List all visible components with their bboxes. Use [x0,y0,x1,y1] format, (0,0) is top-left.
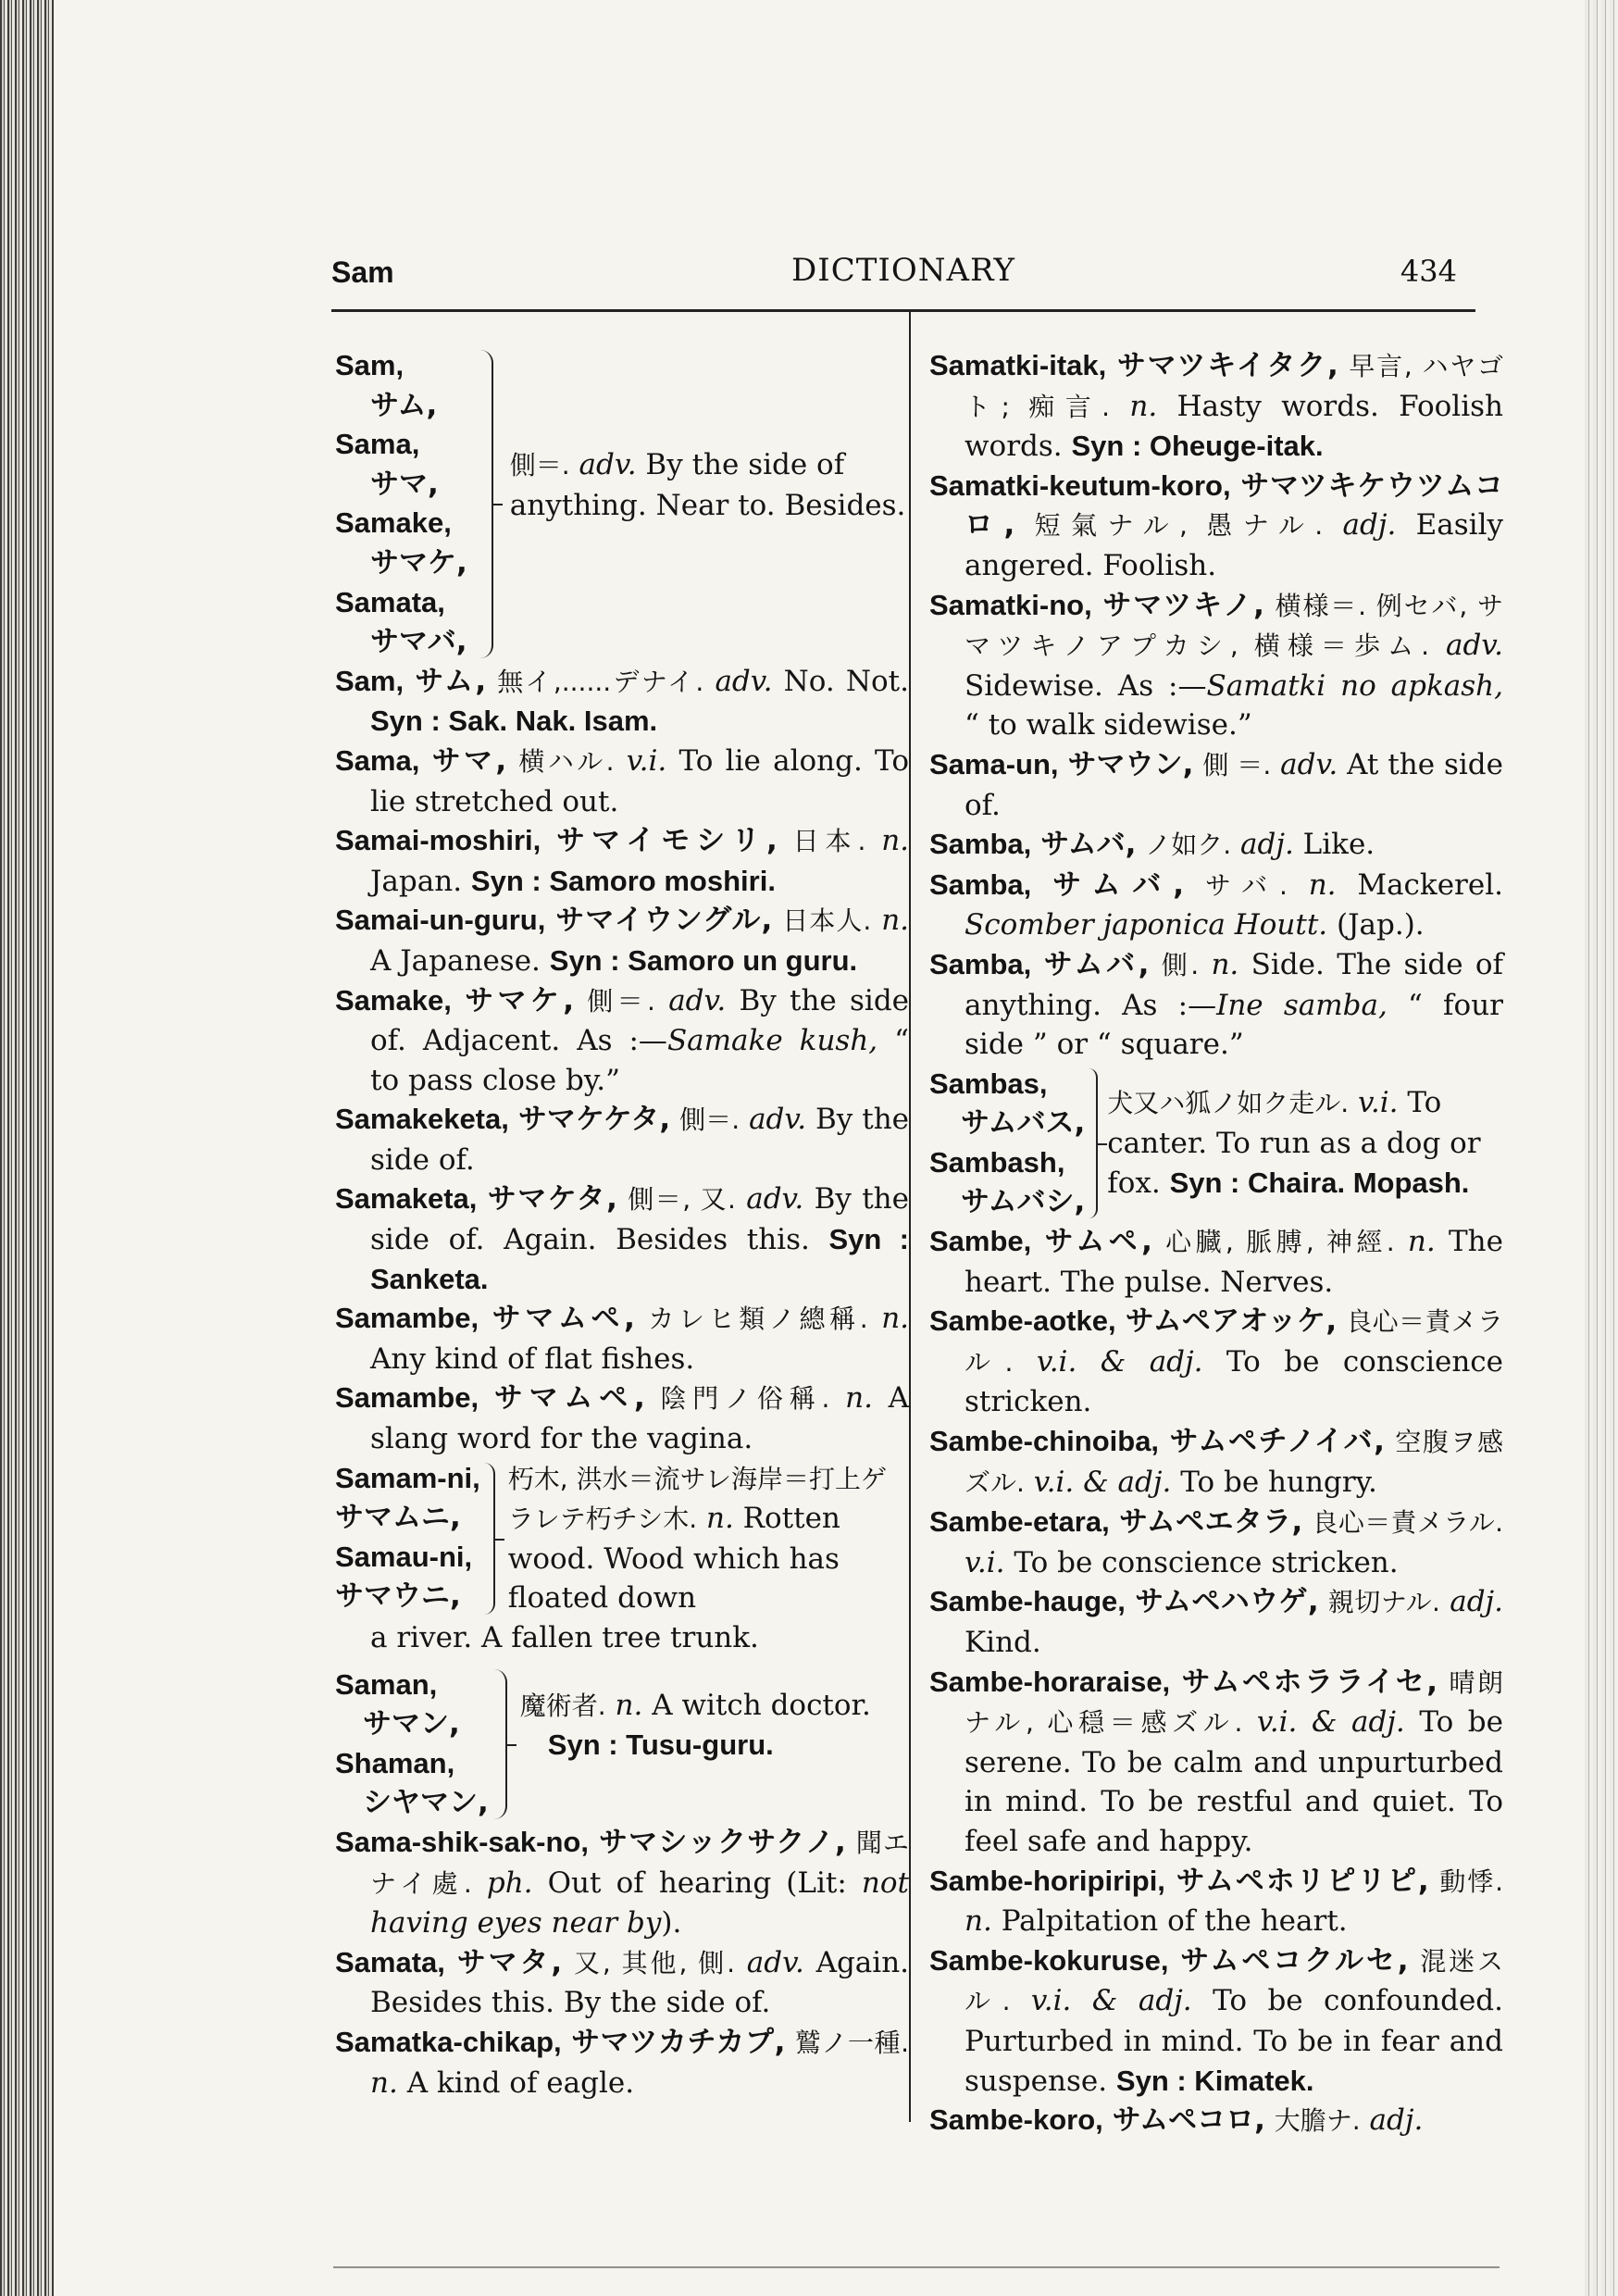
part-of-speech: adj. [1450,1585,1504,1619]
dictionary-entry [335,662,909,742]
headword: Samakeketa, [335,1103,509,1136]
definition-text: A witch doctor. [652,1688,871,1722]
definition-text: Sidewise. As :— [965,668,1207,703]
dictionary-entry [335,821,909,901]
definition-text: The heart. The pulse. Nerves. [965,1225,1503,1299]
kanji-gloss: 陰門ノ俗稱. [660,1383,830,1415]
page-edge [1585,0,1618,2296]
kanji-gloss: 動悸. [1439,1866,1504,1897]
definition-text: Hasty words. Foolish words. [965,389,1503,464]
part-of-speech: v.i. & adj. [1036,1344,1203,1379]
definition-text: By the side of anything. Near to. Besides. [509,448,906,522]
headword-kana: サムペ, [1044,1225,1152,1259]
dictionary-entry [929,825,1503,866]
kanji-gloss: 朽木, 洪水＝流サレ海岸＝打上ゲラレテ朽チシ木. [507,1463,888,1535]
part-of-speech: v.i. & adj. [1256,1705,1405,1740]
part-of-speech: v.i. & adj. [1033,1465,1172,1499]
kanji-gloss: 晴朗ナル, 心穏＝感ズル. [965,1666,1503,1739]
headword-kana: サマケケタ, [517,1103,671,1137]
part-of-speech: n. [1308,867,1337,902]
kanji-gloss: 大膽ナ. [1274,2105,1361,2137]
brace [1089,1068,1098,1218]
definition-text: To be conscience stricken. [965,1344,1504,1419]
definition [1103,1065,1503,1222]
definition-text: To be confounded. Purturbed in mind. To be in fear and suspense. [965,1984,1504,2098]
headword-kana: サマムニ, [335,1501,461,1535]
brace [492,1669,507,1819]
kanji-gloss: サバ. [1204,869,1288,901]
headword: Samake, [335,506,452,540]
headword: Samatka-chikap, [335,2025,562,2058]
part-of-speech: adv. [1445,629,1503,663]
definition-text: To be conscience stricken. [1014,1545,1399,1579]
part-of-speech: adj. [1369,2103,1424,2138]
headword: Samai-un-guru, [335,904,546,937]
header-rule [331,309,1475,312]
example-translation: “ to walk sidewise.” [965,708,1252,742]
headword-kana: サマバ, [370,625,467,659]
left-column [335,346,909,2103]
definition-text: Like. [1302,828,1375,862]
headword-kana: サムペコロ, [1112,2103,1265,2138]
headword-kana: サム, [370,388,438,422]
headword-kana: サマウニ, [335,1579,461,1614]
headword: Sama-shik-sak-no, [335,1825,589,1858]
entry-group [929,1065,1503,1222]
part-of-speech: v.i. [965,1545,1005,1579]
dictionary-entry [335,1100,909,1179]
punctuation: ). [661,1906,682,1940]
dictionary-entry [929,1862,1503,1941]
headword: Samata, [335,1945,445,1978]
page-bottom-rule [333,2266,1500,2268]
dictionary-entry [929,945,1503,1065]
part-of-speech: adv. [715,664,773,698]
dictionary-entry [335,901,909,980]
part-of-speech: adj. [1240,828,1294,862]
header-title: DICTIONARY [791,252,1015,289]
part-of-speech: adv. [668,983,727,1017]
definition-text: To be serene. To be calm and unpurturbed in mind. To be restful and quiet. To feel safe and happy. [965,1705,1503,1858]
definition-text: A slang word for the vagina. [370,1381,909,1456]
example-phrase: Ine samba, [1216,988,1388,1022]
dictionary-entry [929,745,1503,825]
headword: Samai-moshiri, [335,824,541,857]
headword: Sam, [335,664,404,697]
part-of-speech: adv. [1280,747,1338,781]
part-of-speech: n. [881,824,910,858]
dictionary-entry [929,866,1503,945]
part-of-speech: n. [1129,389,1158,423]
synonyms: Syn : Oheuge-itak. [1071,430,1324,463]
entry-group [335,1666,909,1823]
dictionary-entry [929,586,1503,745]
part-of-speech: n. [881,1302,910,1336]
definition-text: No. Not. [783,664,909,698]
kanji-gloss: 側 ＝. [1202,749,1272,780]
headword-kana: シヤマン, [363,1786,489,1820]
kanji-gloss: 側＝. [679,1104,741,1136]
kanji-gloss: 横ハル. [518,745,615,777]
dictionary-entry [929,1663,1503,1862]
headword-kana: サマツキイタク, [1116,349,1338,382]
headword: Sambe-kokuruse, [929,1943,1169,1977]
definition-text: Out of hearing (Lit: [547,1866,847,1900]
kanji-gloss: 心臓, 脈膊, 神經. [1165,1227,1395,1258]
part-of-speech: n. [881,904,910,938]
definition-text: By the side of. Again. Besides this. [370,1182,909,1257]
headword-kana: サマタ, [456,1945,563,1979]
headword: Sambe-horaraise, [929,1665,1171,1698]
definition-text: Again. Besides this. By the side of. [370,1945,910,2020]
headword-forms [335,346,467,662]
part-of-speech: adv. [579,448,637,482]
headword: Samba, [929,867,1032,901]
headword-kana: サマツカチカプ, [571,2025,786,2059]
headword: Samambe, [335,1302,479,1335]
entry-group [335,1459,909,1618]
dictionary-entry [929,1941,1503,2101]
kanji-gloss: 又, 其他, 側. [574,1947,735,1978]
kanji-gloss: 良心＝責メラル. [965,1306,1504,1378]
scientific-name: Scomber japonica Houtt. [965,908,1328,942]
headword: Sambe-etara, [929,1505,1110,1539]
headword: Sama, [335,743,420,777]
dictionary-entry [335,1379,909,1458]
dictionary-entry [929,467,1503,586]
part-of-speech: n. [1211,947,1239,981]
kanji-gloss: 無イ,......デナイ. [497,666,704,697]
dictionary-entry [929,1302,1503,1422]
headword: Samaketa, [335,1182,478,1216]
part-of-speech: n. [705,1502,734,1536]
example-translation: “ to pass close by.” [370,1024,909,1097]
dictionary-entry [335,2023,909,2103]
dictionary-entry [335,1299,909,1379]
headword-kana: サマムペ, [492,1302,635,1336]
definition-text: A kind of eagle. [406,2065,635,2100]
kanji-gloss: 魔術者. [519,1690,606,1721]
definition-continuation: a river. A fallen tree trunk. [370,1621,759,1654]
definition-text: Japan. [370,864,463,898]
definition-text: Side. The side of anything. As :— [965,947,1504,1022]
dictionary-entry [335,1943,909,2023]
definition [499,1459,909,1618]
part-of-speech: n. [1407,1225,1436,1259]
definition-tail: (Jap.). [1337,908,1425,942]
headword: Sambe-chinoiba, [929,1425,1160,1458]
dictionary-entry [335,742,909,821]
dictionary-entry [929,1503,1503,1582]
headword-kana: サム, [415,664,487,698]
synonyms: Syn : Chaira. Mopash. [1169,1166,1470,1199]
headword-kana: サムバ, [1040,828,1137,862]
kanji-gloss: 親切ナル. [1327,1587,1440,1618]
brace [484,1463,495,1615]
book-binding-edge [0,0,54,2296]
headword-kana: サマケタ, [487,1182,617,1217]
headword-kana: サムペホリピリピ, [1176,1864,1429,1898]
headword-kana: サムペアオッケ, [1125,1304,1338,1339]
headword: Sambe-koro, [929,2103,1103,2137]
header-guide-word: Sam [331,256,394,289]
headword-kana: サマイウングル, [555,904,773,938]
definition-text: Rotten wood. Wood which has floated down [507,1502,840,1616]
headword-kana: サマ, [431,743,507,778]
headword-kana: サマムペ, [493,1381,645,1416]
headword-forms [335,1459,480,1618]
kanji-gloss: 良心＝責メラル. [1312,1507,1504,1539]
headword-kana: サマツキケウツムコロ, [965,468,1503,543]
headword: Sambe-aotke, [929,1304,1116,1338]
kanji-gloss: 鷲ノ一種. [794,2027,909,2058]
definition-text: To canter. To run as a dog or fox. [1107,1086,1481,1200]
headword-forms [929,1065,1085,1222]
headword-kana: サマツキノ, [1102,588,1264,622]
headword: Samam-ni, [335,1461,480,1494]
headword: Samba, [929,828,1032,861]
definition-text: At the side of. [965,747,1503,822]
headword: Samata, [335,585,445,618]
example-phrase: Samake kush, [666,1024,878,1058]
page-header [331,252,1475,300]
part-of-speech: v.i. [1358,1086,1399,1120]
headword: Sambash, [929,1145,1065,1179]
part-of-speech: adv. [746,1182,804,1217]
right-column [929,346,1503,2141]
synonyms: Syn : Samoro un guru. [549,943,858,977]
part-of-speech: n. [965,1904,992,1939]
headword-kana: サマイモシリ, [556,824,778,858]
kanji-gloss: 側＝, 又. [628,1184,736,1216]
headword-kana: サムペエタラ, [1118,1505,1303,1540]
headword: Samambe, [335,1381,479,1415]
headword-kana: サマン, [363,1707,460,1741]
kanji-gloss: 空腹ヲ感ズル. [965,1427,1503,1498]
part-of-speech: adj. [1342,508,1397,543]
headword: Sambe-horipiripi, [929,1864,1165,1897]
headword-kana: サムバ, [1052,867,1185,902]
entry-group [335,346,909,662]
synonyms: Syn : Samoro moshiri. [470,864,776,897]
headword-kana: サムバ, [1043,947,1150,981]
dictionary-entry [929,1582,1503,1662]
definition-text: By the side of. Adjacent. As :— [370,983,910,1058]
dictionary-entry [929,2101,1503,2141]
kanji-gloss: 混迷スル. [965,1945,1504,2017]
page-number: 434 [1400,254,1457,289]
dictionary-entry [929,1422,1503,1503]
headword-kana: サムペハウゲ, [1135,1585,1319,1619]
definition-text: By the side of. [370,1103,910,1177]
headword: Saman, [335,1667,438,1701]
definition-text: A Japanese. [370,943,541,978]
kanji-gloss: 横様＝. 例セバ, サマツキノアプカシ, 横様＝歩ム. [965,590,1503,662]
kanji-gloss: 側＝. [587,985,655,1017]
headword-kana: サムバス, [961,1106,1086,1141]
definition-text: Mackerel. [1357,867,1503,902]
dictionary-entry [335,1179,909,1299]
definition-text: To lie along. To lie stretched out. [370,743,909,818]
headword: Sambas, [929,1067,1048,1100]
part-of-speech: v.i. & adj. [1030,1984,1192,2018]
headword-kana: サムバシ, [961,1185,1086,1219]
part-of-speech: n. [370,2065,398,2100]
kanji-gloss: 側＝. [509,450,570,481]
definition-text: Any kind of flat fishes. [370,1341,695,1376]
headword: Sama-un, [929,747,1059,780]
headword-kana: サムペホラライセ, [1181,1665,1438,1699]
part-of-speech: ph. [486,1866,533,1900]
kanji-gloss: 犬又ハ狐ノ如ク走ル. [1107,1088,1350,1119]
brace [471,350,493,658]
synonyms: Syn : Sanketa. [370,1223,909,1295]
headword: Sama, [335,428,420,461]
headword: Sam, [335,349,404,381]
headword-kana: サマケ, [465,983,575,1017]
headword: Sambe-hauge, [929,1585,1126,1618]
headword-kana: サムペチノイバ, [1169,1425,1385,1459]
headword-kana: サマ, [370,467,439,501]
synonyms: Syn : Sak. Nak. Isam. [370,705,658,738]
headword-kana: サマウン, [1067,747,1194,781]
part-of-speech: adv. [746,1945,804,1979]
column-divider [909,312,911,2122]
dictionary-entry [929,1222,1503,1302]
example-phrase: Samatki no apkash, [1206,668,1503,703]
definition-text: Kind. [965,1626,1041,1659]
kanji-gloss: 短氣ナル, 愚ナル. [1034,510,1324,542]
literal-meaning: not having eyes near by [370,1866,910,1940]
definition-text: Easily angered. Foolish. [965,508,1504,582]
headword: Samatki-itak, [929,349,1107,381]
part-of-speech: adv. [749,1103,807,1137]
definition [513,1666,909,1823]
kanji-gloss: 日本人. [782,905,872,937]
definition [499,346,909,662]
headword: Samake, [335,983,452,1017]
headword: Samau-ni, [335,1540,473,1573]
example-translation: “ four side ” or “ square.” [965,988,1503,1062]
kanji-gloss: 側. [1161,949,1200,980]
headword: Samatki-no, [929,588,1092,621]
kanji-gloss: 日本. [792,826,866,857]
dictionary-entry [929,346,1503,467]
definition-text: Palpitation of the heart. [1001,1904,1348,1939]
kanji-gloss: 聞エナイ處. [370,1827,909,1899]
headword: Samatki-keutum-koro, [929,468,1231,502]
synonyms: Syn : Kimatek. [1115,2064,1314,2097]
part-of-speech: n. [615,1688,643,1722]
headword: Samba, [929,947,1032,980]
kanji-gloss: ノ如ク. [1145,830,1232,861]
dictionary-entry [335,1823,909,1943]
definition-text: To be hungry. [1180,1465,1377,1499]
kanji-gloss: カレヒ類ノ總稱. [648,1304,868,1335]
headword: Sambe, [929,1225,1032,1258]
headword-forms [335,1666,489,1823]
headword-kana: サムペコクルセ, [1180,1943,1409,1978]
headword-kana: サマケ, [370,545,467,580]
part-of-speech: n. [845,1381,873,1416]
part-of-speech: v.i. [626,743,667,778]
kanji-gloss: 早言, ハヤゴト; 痴言. [965,351,1504,422]
headword-kana: サマシックサクノ, [598,1825,846,1859]
headword: Shaman, [335,1746,455,1779]
synonyms: Syn : Tusu-guru. [547,1728,774,1762]
dictionary-entry [335,981,909,1101]
